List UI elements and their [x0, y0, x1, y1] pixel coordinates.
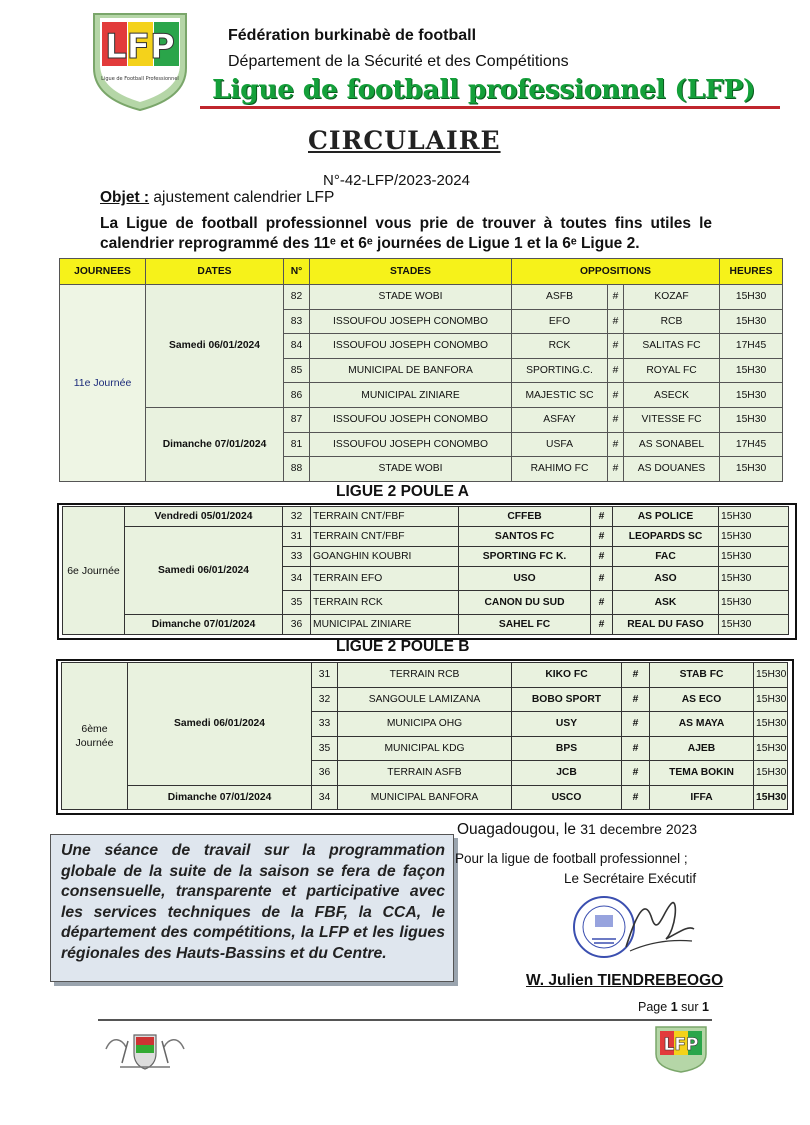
versus-mark: # [591, 615, 613, 635]
kickoff-time: 15H30 [719, 591, 789, 615]
kickoff-time: 15H30 [720, 285, 783, 310]
kickoff-time: 15H30 [719, 527, 789, 547]
footer-divider [98, 1019, 712, 1021]
intro-paragraph: La Ligue de football professionnel vous prie de trouver à toutes fins utiles le calendrier reprogrammé des 11ᵉ et 6ᵉ journées de Ligue 1 et la 6ᵉ Ligue 2. [100, 215, 712, 252]
versus-mark: # [608, 407, 624, 432]
table-row [62, 663, 788, 688]
match-number: 36 [283, 615, 311, 635]
col-header-journees: JOURNEES [60, 259, 146, 285]
home-team: MAJESTIC SC [512, 383, 608, 408]
home-team: USY [512, 712, 622, 737]
place-label: Ouagadougou, le [457, 821, 576, 838]
match-number: 84 [284, 334, 310, 359]
col-header-numero: N° [284, 259, 310, 285]
department-name: Département de la Sécurité et des Compétitions [228, 53, 569, 70]
page-label: Page [638, 1000, 668, 1014]
versus-mark: # [591, 547, 613, 567]
table-row [63, 527, 789, 547]
home-team: CANON DU SUD [459, 591, 591, 615]
away-team: AS SONABEL [624, 432, 720, 457]
match-number: 32 [283, 507, 311, 527]
away-team: AS MAYA [650, 712, 754, 737]
page-indicator [638, 1000, 709, 1014]
home-team: USO [459, 567, 591, 591]
match-number: 81 [284, 432, 310, 457]
date-cell: Dimanche 07/01/2024 [146, 407, 284, 481]
kickoff-time: 15H30 [719, 547, 789, 567]
kickoff-time: 15H30 [754, 712, 788, 737]
kickoff-time: 15H30 [719, 507, 789, 527]
official-stamp-signature-icon [568, 889, 698, 967]
stadium-cell: TERRAIN CNT/FBF [311, 507, 459, 527]
home-team: RCK [512, 334, 608, 359]
stadium-cell: MUNICIPA OHG [338, 712, 512, 737]
versus-mark: # [622, 785, 650, 810]
table-row [60, 407, 783, 432]
date-cell: Dimanche 07/01/2024 [128, 785, 312, 810]
journee-cell: 6e Journée [63, 507, 125, 635]
ligue1-schedule-table [59, 258, 783, 482]
home-team: EFO [512, 309, 608, 334]
kickoff-time: 15H30 [720, 407, 783, 432]
lfp-logo [84, 6, 196, 114]
league-title: Ligue de football professionnel (LFP) [212, 74, 756, 105]
match-number: 85 [284, 358, 310, 383]
header-divider [200, 106, 780, 109]
away-team: IFFA [650, 785, 754, 810]
svg-text:Ligue de Football Professionne: Ligue de Football Professionnel [101, 76, 179, 82]
away-team: ASK [613, 591, 719, 615]
match-number: 33 [283, 547, 311, 567]
stadium-cell: MUNICIPAL ZINIARE [310, 383, 512, 408]
versus-mark: # [608, 285, 624, 310]
svg-text:LFP: LFP [663, 1035, 699, 1055]
kickoff-time: 15H30 [720, 383, 783, 408]
page-total: 1 [701, 1000, 709, 1014]
table-header-row [60, 259, 783, 285]
lfp-footer-logo [652, 1024, 710, 1074]
away-team: VITESSE FC [624, 407, 720, 432]
match-number: 87 [284, 407, 310, 432]
stadium-cell: STADE WOBI [310, 457, 512, 482]
match-number: 32 [312, 687, 338, 712]
away-team: REAL DU FASO [613, 615, 719, 635]
stadium-cell: TERRAIN ASFB [338, 761, 512, 786]
date-cell: Vendredi 05/01/2024 [125, 507, 283, 527]
subject-text: ajustement calendrier LFP [153, 189, 335, 206]
federation-name: Fédération burkinabè de football [228, 27, 477, 44]
stadium-cell: ISSOUFOU JOSEPH CONOMBO [310, 432, 512, 457]
col-header-stades: STADES [310, 259, 512, 285]
away-team: RCB [624, 309, 720, 334]
kickoff-time: 15H30 [720, 358, 783, 383]
versus-mark: # [608, 432, 624, 457]
versus-mark: # [622, 761, 650, 786]
page-number: 1 [670, 1000, 678, 1014]
match-number: 34 [283, 567, 311, 591]
poule-b-title: LIGUE 2 POULE B [336, 638, 470, 655]
match-number: 82 [284, 285, 310, 310]
match-number: 35 [312, 736, 338, 761]
home-team: JCB [512, 761, 622, 786]
kickoff-time: 15H30 [754, 736, 788, 761]
home-team: CFFEB [459, 507, 591, 527]
poule-b-schedule-table [61, 662, 788, 810]
home-team: SAHEL FC [459, 615, 591, 635]
kickoff-time: 15H30 [754, 663, 788, 688]
stadium-cell: ISSOUFOU JOSEPH CONOMBO [310, 334, 512, 359]
versus-mark: # [608, 334, 624, 359]
away-team: TEMA BOKIN [650, 761, 754, 786]
stadium-cell: GOANGHIN KOUBRI [311, 547, 459, 567]
away-team: ASECK [624, 383, 720, 408]
away-team: STAB FC [650, 663, 754, 688]
versus-mark: # [622, 736, 650, 761]
kickoff-time: 15H30 [754, 687, 788, 712]
kickoff-time: 15H30 [720, 457, 783, 482]
versus-mark: # [591, 591, 613, 615]
home-team: SPORTING.C. [512, 358, 608, 383]
home-team: SPORTING FC K. [459, 547, 591, 567]
date-cell: Samedi 06/01/2024 [125, 527, 283, 615]
kickoff-time: 17H45 [720, 432, 783, 457]
home-team: USCO [512, 785, 622, 810]
home-team: KIKO FC [512, 663, 622, 688]
away-team: AS ECO [650, 687, 754, 712]
match-number: 34 [312, 785, 338, 810]
versus-mark: # [622, 687, 650, 712]
col-header-oppositions: OPPOSITIONS [512, 259, 720, 285]
subject-label: Objet : [100, 189, 150, 206]
match-number: 33 [312, 712, 338, 737]
versus-mark: # [591, 527, 613, 547]
home-team: ASFAY [512, 407, 608, 432]
stadium-cell: MUNICIPAL ZINIARE [311, 615, 459, 635]
home-team: RAHIMO FC [512, 457, 608, 482]
stadium-cell: ISSOUFOU JOSEPH CONOMBO [310, 309, 512, 334]
away-team: AJEB [650, 736, 754, 761]
stadium-cell: TERRAIN CNT/FBF [311, 527, 459, 547]
signatory-name: W. Julien TIENDREBEOGO [526, 972, 724, 989]
stadium-cell: STADE WOBI [310, 285, 512, 310]
home-team: USFA [512, 432, 608, 457]
away-team: AS DOUANES [624, 457, 720, 482]
home-team: SANTOS FC [459, 527, 591, 547]
table-row [60, 285, 783, 310]
table-row [63, 615, 789, 635]
coat-of-arms-icon [100, 1027, 190, 1073]
match-number: 31 [312, 663, 338, 688]
page-sur: sur [681, 1000, 699, 1014]
versus-mark: # [622, 712, 650, 737]
versus-mark: # [608, 309, 624, 334]
match-number: 31 [283, 527, 311, 547]
stadium-cell: MUNICIPAL KDG [338, 736, 512, 761]
match-number: 83 [284, 309, 310, 334]
stadium-cell: TERRAIN RCB [338, 663, 512, 688]
place-date [457, 821, 697, 839]
away-team: LEOPARDS SC [613, 527, 719, 547]
away-team: AS POLICE [613, 507, 719, 527]
journee-cell: 6ème Journée [62, 663, 128, 810]
versus-mark: # [591, 567, 613, 591]
home-team: BPS [512, 736, 622, 761]
signature-date: 31 decembre 2023 [580, 821, 698, 837]
stadium-cell: TERRAIN EFO [311, 567, 459, 591]
kickoff-time: 17H45 [720, 334, 783, 359]
away-team: ROYAL FC [624, 358, 720, 383]
table-row [62, 785, 788, 810]
kickoff-time: 15H30 [719, 615, 789, 635]
stadium-cell: ISSOUFOU JOSEPH CONOMBO [310, 407, 512, 432]
match-number: 88 [284, 457, 310, 482]
col-header-dates: DATES [146, 259, 284, 285]
table-row [63, 507, 789, 527]
kickoff-time: 15H30 [754, 761, 788, 786]
match-number: 36 [312, 761, 338, 786]
match-number: 86 [284, 383, 310, 408]
versus-mark: # [608, 383, 624, 408]
poule-a-title: LIGUE 2 POULE A [336, 483, 469, 500]
col-header-heures: HEURES [720, 259, 783, 285]
poule-a-schedule-table [62, 506, 789, 635]
versus-mark: # [622, 663, 650, 688]
stadium-cell: TERRAIN RCK [311, 591, 459, 615]
stadium-cell: MUNICIPAL DE BANFORA [310, 358, 512, 383]
signatory-role: Le Secrétaire Exécutif [564, 871, 697, 886]
away-team: SALITAS FC [624, 334, 720, 359]
home-team: ASFB [512, 285, 608, 310]
date-cell: Dimanche 07/01/2024 [125, 615, 283, 635]
on-behalf-line: Pour la ligue de football professionnel ; [455, 851, 688, 866]
subject-line [100, 189, 334, 207]
versus-mark: # [591, 507, 613, 527]
away-team: ASO [613, 567, 719, 591]
stadium-cell: SANGOULE LAMIZANA [338, 687, 512, 712]
journee-cell: 11e Journée [60, 285, 146, 482]
svg-text:LFP: LFP [105, 27, 175, 67]
kickoff-time: 15H30 [754, 785, 788, 810]
kickoff-time: 15H30 [720, 309, 783, 334]
versus-mark: # [608, 457, 624, 482]
away-team: FAC [613, 547, 719, 567]
home-team: BOBO SPORT [512, 687, 622, 712]
work-session-note: Une séance de travail sur la programmation globale de la suite de la saison se fera de façon consensuelle, transparente et participative avec les services techniques de la FBF, la CCA, le département des compétitions, la LFP et les ligues régionales des Hauts-Bassins et du Centre. [50, 834, 454, 982]
versus-mark: # [608, 358, 624, 383]
match-number: 35 [283, 591, 311, 615]
date-cell: Samedi 06/01/2024 [128, 663, 312, 786]
date-cell: Samedi 06/01/2024 [146, 285, 284, 408]
stadium-cell: MUNICIPAL BANFORA [338, 785, 512, 810]
document-title: CIRCULAIRE [308, 126, 501, 155]
circular-number: N°-42-LFP/2023-2024 [323, 172, 470, 189]
kickoff-time: 15H30 [719, 567, 789, 591]
away-team: KOZAF [624, 285, 720, 310]
